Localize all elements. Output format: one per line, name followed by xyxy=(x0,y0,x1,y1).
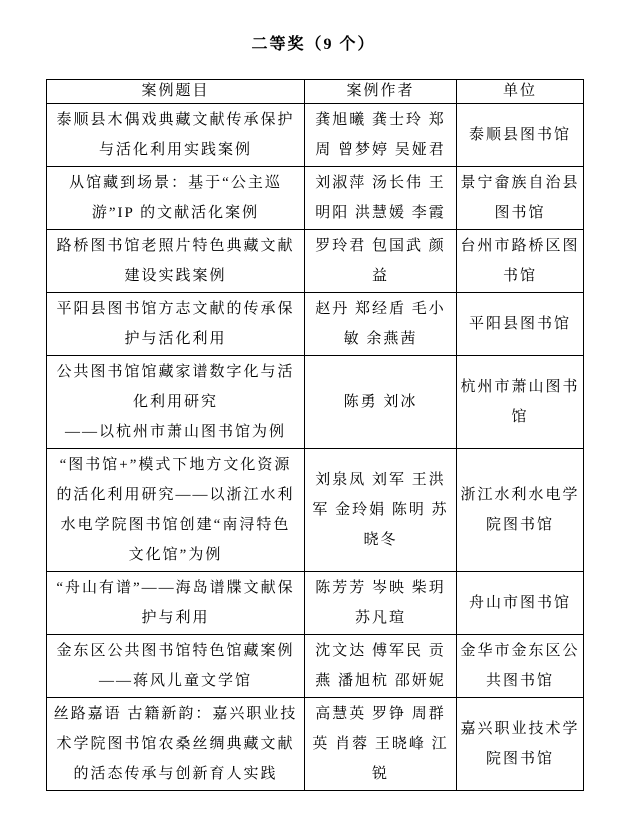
case-title-line: 公共图书馆馆藏家谱数字化与活化利用研究 xyxy=(56,364,295,410)
org-cell: 景宁畲族自治县图书馆 xyxy=(457,167,584,230)
case-authors-cell: 刘淑萍 汤长伟 王明阳 洪慧媛 李霞 xyxy=(305,167,457,230)
case-title-line: 丝路嘉语 古籍新韵：嘉兴职业技术学院图书馆农桑丝绸典藏文献的活态传承与创新育人实践 xyxy=(53,706,298,782)
case-authors-cell: 罗玲君 包国武 颜益 xyxy=(305,230,457,293)
table-row xyxy=(47,293,584,356)
org-cell: 平阳县图书馆 xyxy=(457,293,584,356)
case-title-cell xyxy=(47,167,305,230)
award-table-header xyxy=(47,80,584,104)
case-title-line: 金东区公共图书馆特色馆藏案例——蒋风儿童文学馆 xyxy=(56,643,295,689)
case-title-cell xyxy=(47,449,305,572)
case-authors-cell: 沈文达 傅军民 贡燕 潘旭杭 邵妍妮 xyxy=(305,635,457,698)
case-authors-cell: 陈芳芳 岑映 柴玥 苏凡瑄 xyxy=(305,572,457,635)
org-cell: 嘉兴职业技术学院图书馆 xyxy=(457,698,584,791)
award-table-body xyxy=(47,104,584,791)
case-title-cell xyxy=(47,293,305,356)
case-title-line: “舟山有谱”——海岛谱牒文献保护与利用 xyxy=(56,580,295,626)
case-title-cell xyxy=(47,230,305,293)
case-title-cell xyxy=(47,104,305,167)
page-title: 二等奖（9 个） xyxy=(251,36,376,53)
table-row xyxy=(47,449,584,572)
case-title-cell xyxy=(47,572,305,635)
table-row xyxy=(47,698,584,791)
case-title-line: 平阳县图书馆方志文献的传承保护与活化利用 xyxy=(56,301,295,347)
header-case-authors: 案例作者 xyxy=(305,80,457,104)
case-title-line: 泰顺县木偶戏典藏文献传承保护与活化利用实践案例 xyxy=(56,112,295,158)
table-row xyxy=(47,104,584,167)
org-cell: 舟山市图书馆 xyxy=(457,572,584,635)
table-row xyxy=(47,635,584,698)
case-authors-cell: 龚旭曦 龚士玲 郑周 曾梦婷 吴娅君 xyxy=(305,104,457,167)
header-row xyxy=(47,80,584,104)
case-authors-cell: 陈勇 刘冰 xyxy=(305,356,457,449)
case-title-cell xyxy=(47,698,305,791)
case-authors-cell: 刘泉凤 刘军 王洪军 金玲娟 陈明 苏晓冬 xyxy=(305,449,457,572)
org-cell: 浙江水利水电学院图书馆 xyxy=(457,449,584,572)
org-cell: 杭州市萧山图书馆 xyxy=(457,356,584,449)
table-row xyxy=(47,167,584,230)
case-title-line: 从馆藏到场景：基于“公主巡游”IP 的文献活化案例 xyxy=(69,175,282,221)
case-authors-cell: 赵丹 郑经盾 毛小敏 余燕茜 xyxy=(305,293,457,356)
org-cell: 泰顺县图书馆 xyxy=(457,104,584,167)
header-organization: 单位 xyxy=(457,80,584,104)
case-title-line: ——以杭州市萧山图书馆为例 xyxy=(64,424,286,440)
document-page xyxy=(0,34,627,831)
case-title-cell xyxy=(47,356,305,449)
case-title-cell xyxy=(47,635,305,698)
table-row xyxy=(47,572,584,635)
header-case-title: 案例题目 xyxy=(47,80,305,104)
case-title-line: 路桥图书馆老照片特色典藏文献建设实践案例 xyxy=(56,238,295,284)
org-cell: 金华市金东区公共图书馆 xyxy=(457,635,584,698)
table-row xyxy=(47,230,584,293)
org-cell: 台州市路桥区图书馆 xyxy=(457,230,584,293)
award-table xyxy=(46,79,584,791)
table-row xyxy=(47,356,584,449)
case-title-line: “图书馆+”模式下地方文化资源的活化利用研究——以浙江水利水电学院图书馆创建“南浔特色文化馆”为例 xyxy=(56,457,295,563)
case-authors-cell: 高慧英 罗铮 周群英 肖蓉 王晓峰 江锐 xyxy=(305,698,457,791)
